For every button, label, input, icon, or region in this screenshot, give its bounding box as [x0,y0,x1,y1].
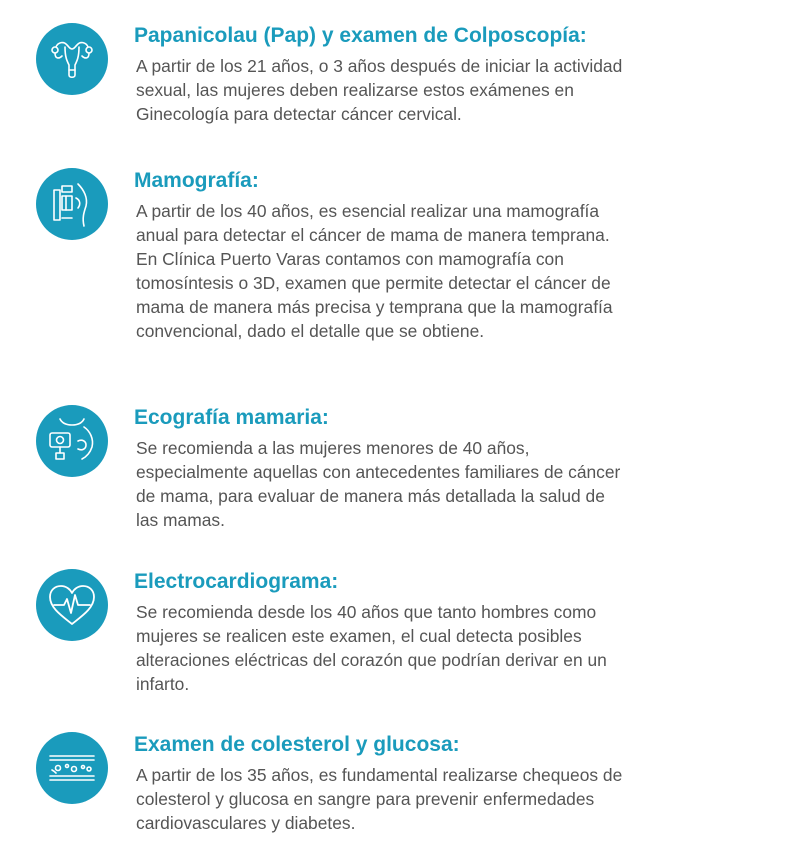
item-title: Examen de colesterol y glucosa: [134,733,460,756]
blood-vessel-icon [36,732,108,804]
item-title: Ecografía mamaria: [134,406,329,429]
mammography-machine-icon [36,168,108,240]
item-description: Se recomienda desde los 40 años que tanto hombres como mujeres se realicen este examen, el cual detecta posibles alteraciones eléctricas del corazón que podrían derivar en un infarto. [136,602,607,694]
item-description: A partir de los 35 años, es fundamental realizarse chequeos de colesterol y glucosa en sangre para prevenir enfermedades cardiovasculares y diabetes. [136,765,623,833]
item-description: Se recomienda a las mujeres menores de 40 años, especialmente aquellas con antecedentes familiares de cáncer de mama, para evaluar de manera más detallada la salud de las mamas. [136,438,621,530]
uterus-icon [36,23,108,95]
breast-ultrasound-icon [36,405,108,477]
item-title: Papanicolau (Pap) y examen de Colposcopía: [134,24,587,47]
item-title: Mamografía: [134,169,259,192]
item-title: Electrocardiograma: [134,570,339,593]
heart-pulse-icon [36,569,108,641]
item-description: A partir de los 21 años, o 3 años después de iniciar la actividad sexual, las mujeres deben realizarse estos exámenes en Ginecología para detectar cáncer cervical. [136,56,623,124]
item-description: A partir de los 40 años, es esencial realizar una mamografía anual para detectar el cáncer de mama de manera temprana. En Clínica Puerto Varas contamos con mamografía con tomosíntesis o 3D, examen que permite detectar el cáncer de mama de manera más precisa y temprana que la mamografía convencional, dado el detalle que se obtiene. [136,201,613,341]
